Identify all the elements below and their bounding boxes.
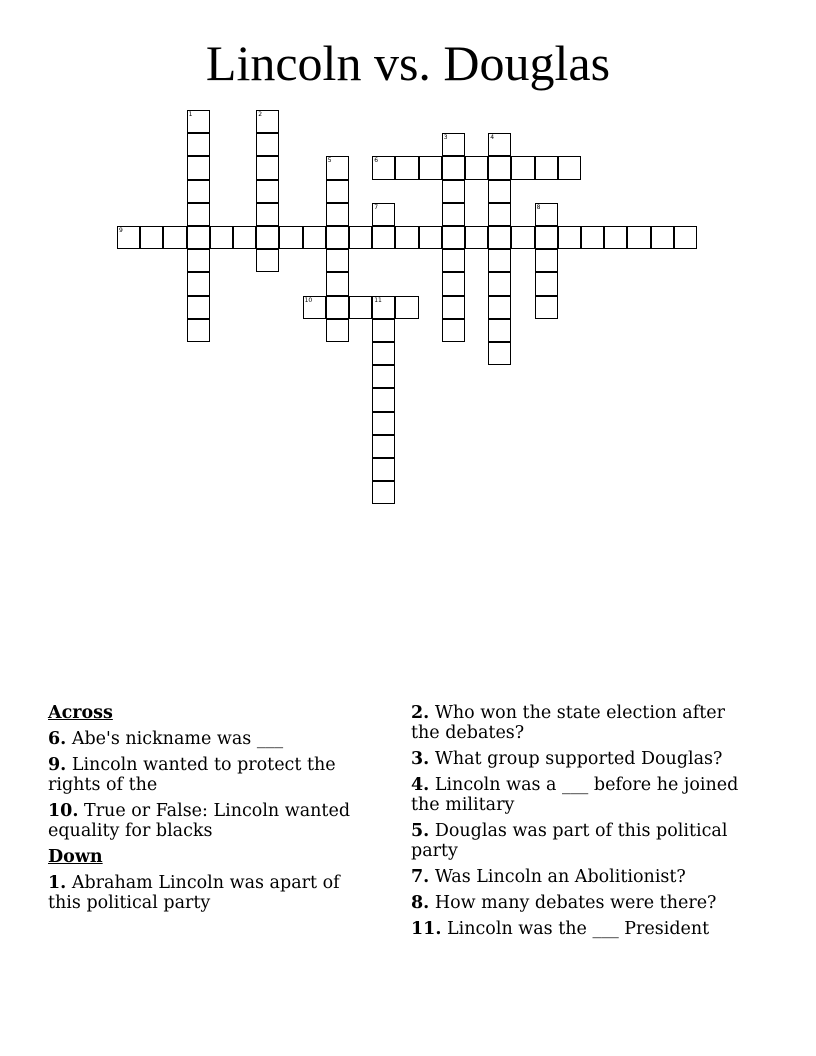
- grid-cell[interactable]: [187, 296, 210, 319]
- clue-number: 2.: [411, 703, 430, 723]
- clue-number-label: 1: [188, 111, 193, 118]
- clue-text: Abe's nickname was ___: [66, 729, 284, 749]
- grid-cell[interactable]: [419, 226, 442, 249]
- clue-item: [411, 703, 756, 743]
- grid-cell[interactable]: [535, 226, 558, 249]
- grid-cell[interactable]: [187, 272, 210, 295]
- grid-cell[interactable]: [372, 226, 395, 249]
- clue-number: 8.: [411, 893, 430, 913]
- clue-number-label: 6: [374, 157, 379, 165]
- clue-text: Lincoln was a ___ before he joined the military: [411, 775, 739, 815]
- grid-cell[interactable]: [372, 412, 395, 435]
- grid-cell[interactable]: [627, 226, 650, 249]
- grid-cell[interactable]: [210, 226, 233, 249]
- grid-cell[interactable]: [488, 156, 511, 179]
- grid-cell[interactable]: [372, 435, 395, 458]
- grid-cell[interactable]: [326, 180, 349, 203]
- grid-cell[interactable]: [187, 319, 210, 342]
- clue-text: How many debates were there?: [429, 893, 717, 913]
- clue-number: 9.: [48, 755, 67, 775]
- clue-number: 3.: [411, 749, 430, 769]
- clue-item: [411, 775, 756, 815]
- grid-cell[interactable]: [419, 156, 442, 179]
- grid-cell[interactable]: [558, 156, 581, 179]
- grid-cell[interactable]: [326, 319, 349, 342]
- clue-item: [411, 919, 756, 939]
- clue-text: Who won the state election after the debates?: [411, 703, 725, 743]
- grid-cell[interactable]: [187, 203, 210, 226]
- clue-number: 1.: [48, 873, 67, 893]
- clue-section-heading: Down: [48, 847, 103, 867]
- clue-number: 7.: [411, 867, 430, 887]
- clue-text: Was Lincoln an Abolitionist?: [429, 867, 686, 887]
- grid-cell[interactable]: [233, 226, 256, 249]
- clue-number-label: 4: [490, 134, 495, 142]
- grid-cell[interactable]: [326, 296, 349, 319]
- clue-item: [411, 749, 756, 769]
- clue-item: [411, 893, 756, 913]
- clue-number: 11.: [411, 919, 442, 939]
- grid-cell[interactable]: [395, 296, 418, 319]
- clues-column-left: [48, 703, 378, 919]
- page-title: Lincoln vs. Douglas: [205, 35, 611, 91]
- grid-cell[interactable]: [256, 133, 279, 156]
- clue-item: [48, 873, 378, 913]
- clue-number: 6.: [48, 729, 67, 749]
- grid-cell[interactable]: [395, 156, 418, 179]
- clue-number-label: 3: [443, 134, 448, 142]
- clue-text: Lincoln was the ___ President: [441, 919, 710, 939]
- clue-item: [48, 755, 378, 795]
- clue-item: [48, 729, 378, 749]
- grid-cell[interactable]: [372, 388, 395, 411]
- clue-number: 10.: [48, 801, 79, 821]
- grid-cell[interactable]: [442, 203, 465, 226]
- grid-cell[interactable]: [442, 272, 465, 295]
- clue-text: True or False: Lincoln wanted equality for blacks: [48, 801, 351, 841]
- grid-cell[interactable]: [581, 226, 604, 249]
- grid-cell[interactable]: [256, 180, 279, 203]
- grid-cell[interactable]: [465, 226, 488, 249]
- grid-cell[interactable]: [140, 226, 163, 249]
- grid-cell[interactable]: [674, 226, 697, 249]
- clue-number: 4.: [411, 775, 430, 795]
- clue-number-label: 8: [536, 203, 541, 211]
- grid-cell[interactable]: [372, 481, 395, 504]
- grid-cell[interactable]: [651, 226, 674, 249]
- grid-cell[interactable]: [187, 180, 210, 203]
- clues-column-right: [411, 703, 756, 945]
- grid-cell[interactable]: [488, 226, 511, 249]
- clue-item: [48, 801, 378, 841]
- clue-text: Lincoln wanted to protect the rights of the: [48, 755, 336, 795]
- grid-cell[interactable]: [442, 296, 465, 319]
- grid-cell[interactable]: [442, 319, 465, 342]
- clue-number-label: 5: [327, 157, 332, 165]
- grid-cell[interactable]: [488, 249, 511, 272]
- grid-cell[interactable]: [442, 226, 465, 249]
- grid-cell[interactable]: [163, 226, 186, 249]
- grid-cell[interactable]: [187, 156, 210, 179]
- grid-cell[interactable]: [535, 249, 558, 272]
- grid-cell[interactable]: [604, 226, 627, 249]
- grid-cell[interactable]: [372, 458, 395, 481]
- clue-text: Douglas was part of this political party: [411, 821, 728, 861]
- clue-text: Abraham Lincoln was apart of this political party: [48, 873, 340, 913]
- grid-cell[interactable]: [511, 226, 534, 249]
- grid-cell[interactable]: [187, 249, 210, 272]
- grid-cell[interactable]: [488, 319, 511, 342]
- clue-item: [411, 867, 756, 887]
- grid-cell[interactable]: [488, 180, 511, 203]
- grid-cell[interactable]: [187, 226, 210, 249]
- grid-cell[interactable]: [279, 226, 302, 249]
- clue-text: What group supported Douglas?: [429, 749, 723, 769]
- grid-cell[interactable]: [488, 272, 511, 295]
- grid-cell[interactable]: [372, 365, 395, 388]
- grid-cell[interactable]: [442, 156, 465, 179]
- grid-cell[interactable]: [326, 203, 349, 226]
- grid-cell[interactable]: [488, 203, 511, 226]
- grid-cell[interactable]: [256, 226, 279, 249]
- grid-cell[interactable]: [326, 272, 349, 295]
- grid-cell[interactable]: [511, 156, 534, 179]
- grid-cell[interactable]: [256, 156, 279, 179]
- grid-cell[interactable]: [535, 156, 558, 179]
- grid-cell[interactable]: [535, 296, 558, 319]
- grid-cell[interactable]: [372, 342, 395, 365]
- grid-cell[interactable]: [488, 296, 511, 319]
- grid-cell[interactable]: [256, 249, 279, 272]
- grid-cell[interactable]: [326, 249, 349, 272]
- clue-number-label: 7: [374, 203, 379, 211]
- grid-cell[interactable]: [303, 226, 326, 249]
- grid-cell[interactable]: [349, 226, 372, 249]
- grid-cell[interactable]: [395, 226, 418, 249]
- grid-cell[interactable]: [442, 180, 465, 203]
- grid-cell[interactable]: [558, 226, 581, 249]
- grid-cell[interactable]: [326, 226, 349, 249]
- grid-cell[interactable]: [488, 342, 511, 365]
- clue-section-heading: Across: [48, 703, 113, 723]
- grid-cell[interactable]: [535, 272, 558, 295]
- clue-number: 5.: [411, 821, 430, 841]
- grid-cell[interactable]: [349, 296, 372, 319]
- clue-number-label: 9: [119, 227, 123, 234]
- clue-number-label: 2: [258, 111, 263, 118]
- clue-item: [411, 821, 756, 861]
- clue-number-label: 10: [304, 296, 313, 304]
- grid-cell[interactable]: [465, 156, 488, 179]
- grid-cell[interactable]: [256, 203, 279, 226]
- clue-number-label: 11: [374, 296, 382, 304]
- grid-cell[interactable]: [187, 133, 210, 156]
- grid-cell[interactable]: [442, 249, 465, 272]
- grid-cell[interactable]: [372, 319, 395, 342]
